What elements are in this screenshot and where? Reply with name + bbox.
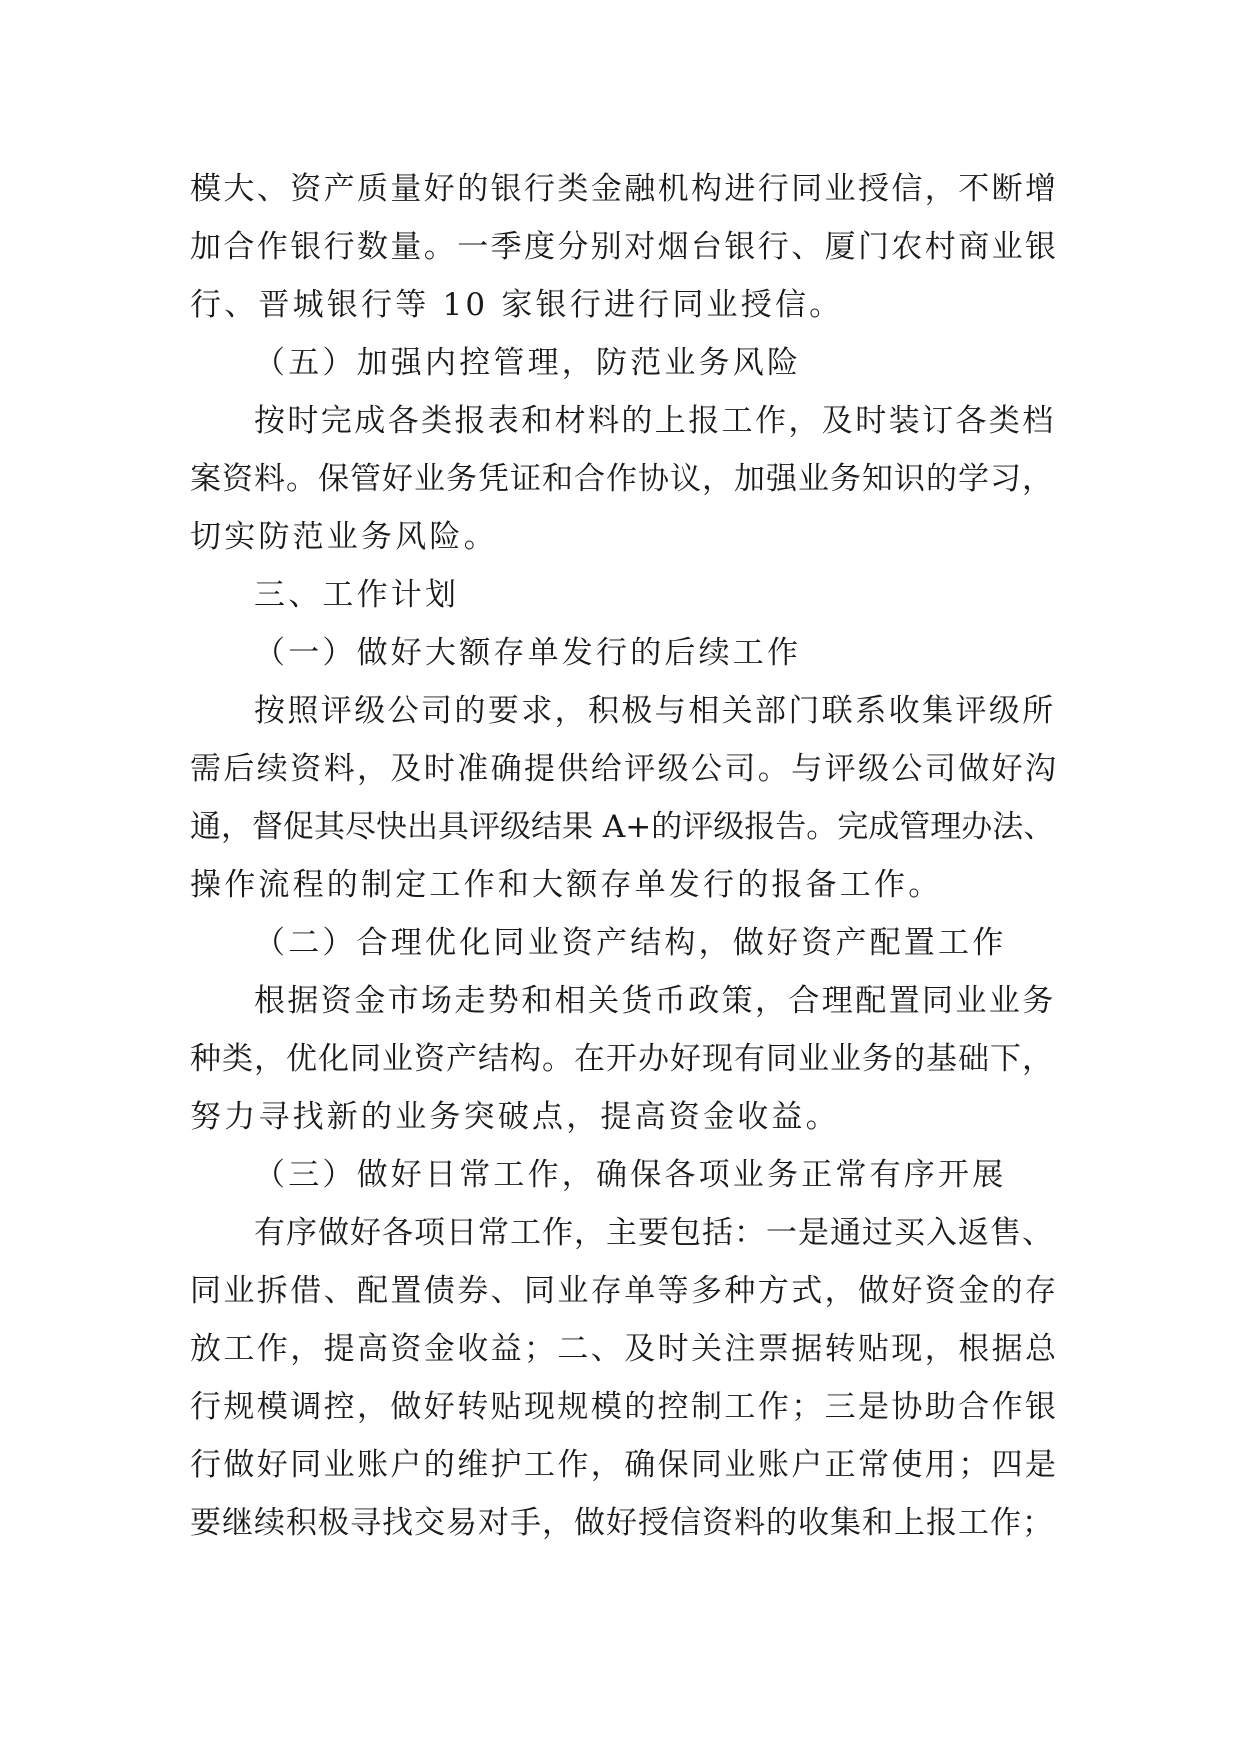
body-line: 努力寻找新的业务突破点，提高资金收益。 bbox=[190, 1099, 840, 1135]
body-line: 操作流程的制定工作和大额存单发行的报备工作。 bbox=[190, 867, 943, 903]
body-line: 通，督促其尽快出具评级结果 A+的评级报告。完成管理办法、 bbox=[190, 809, 1055, 845]
body-line: 种类，优化同业资产结构。在开办好现有同业业务的基础下， bbox=[190, 1041, 1054, 1077]
body-line: 行、晋城银行等 10 家银行进行同业授信。 bbox=[190, 287, 844, 323]
section-heading-1: （一）做好大额存单发行的后续工作 bbox=[254, 635, 802, 671]
body-line: 放工作，提高资金收益；二、及时关注票据转贴现，根据总 bbox=[190, 1331, 1059, 1367]
body-line: 模大、资产质量好的银行类金融机构进行同业授信，不断增 bbox=[190, 171, 1059, 207]
body-line: 加合作银行数量。一季度分别对烟台银行、厦门农村商业银 bbox=[190, 229, 1059, 265]
section-heading-3: （三）做好日常工作，确保各项业务正常有序开展 bbox=[254, 1157, 1007, 1193]
body-line: 根据资金市场走势和相关货币政策，合理配置同业业务 bbox=[254, 983, 1056, 1019]
body-line: 行规模调控，做好转贴现规模的控制工作；三是协助合作银 bbox=[190, 1389, 1059, 1425]
chapter-heading-work-plan: 三、工作计划 bbox=[254, 577, 460, 613]
body-line: 按时完成各类报表和材料的上报工作，及时装订各类档 bbox=[254, 403, 1056, 439]
body-line: 切实防范业务风险。 bbox=[190, 519, 498, 555]
document-body bbox=[190, 160, 1058, 1552]
body-line: 同业拆借、配置债券、同业存单等多种方式，做好资金的存 bbox=[190, 1273, 1059, 1309]
body-line: 案资料。保管好业务凭证和合作协议，加强业务知识的学习， bbox=[190, 461, 1054, 497]
body-line: 有序做好各项日常工作，主要包括：一是通过买入返售、 bbox=[254, 1215, 1054, 1251]
section-heading-5: （五）加强内控管理，防范业务风险 bbox=[254, 345, 802, 381]
body-line: 行做好同业账户的维护工作，确保同业账户正常使用；四是 bbox=[190, 1447, 1059, 1483]
section-heading-2: （二）合理优化同业资产结构，做好资产配置工作 bbox=[254, 925, 1007, 961]
body-line: 按照评级公司的要求，积极与相关部门联系收集评级所 bbox=[254, 693, 1056, 729]
body-line: 要继续积极寻找交易对手，做好授信资料的收集和上报工作； bbox=[190, 1505, 1054, 1541]
body-line: 需后续资料，及时准确提供给评级公司。与评级公司做好沟 bbox=[190, 751, 1059, 787]
